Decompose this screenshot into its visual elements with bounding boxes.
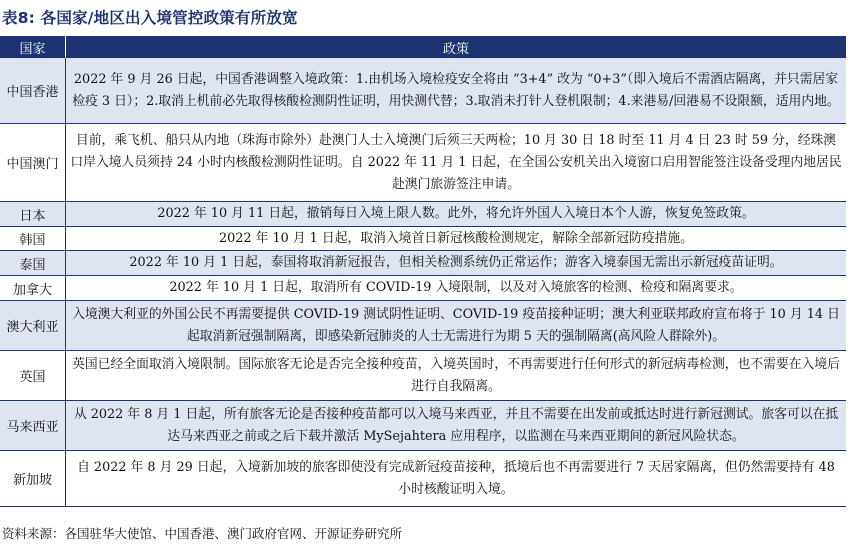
row-policy: 2022 年 9 月 26 日起，中国香港调整入境政策：1.由机场入境检疫安全将由 “3+4” 改为 “0+3”（即入境后不需酒店隔离，并只需居家检疫 3 日）；2.取消上机前必先取得核酸检测阴性证明，用快测代替；3.取消未打针人登机限制；4.来港易/回港易不设限额，适用内地。 [72, 71, 840, 109]
table-row [0, 202, 846, 227]
table-row [0, 58, 846, 124]
row-policy: 2022 年 10 月 11 日起，撤销每日入境上限人数。此外，将允许外国人入境日本个人游，恢复免签政策。 [157, 206, 755, 221]
table-row [0, 351, 846, 401]
row-policy: 从 2022 年 8 月 1 日起，所有旅客无论是否接种疫苗都可以入境马来西亚，并且不需要在出发前或抵达时进行新冠测试。旅客可以在抵达马来西亚之前或之后下载并激活 MySejahtera 应用程序，以监测在马来西亚期间的新冠风险状态。 [73, 406, 839, 444]
row-country: 韩国 [0, 227, 66, 250]
table-header [0, 36, 846, 58]
policy-table [0, 36, 846, 507]
row-country: 中国香港 [0, 58, 66, 123]
table-row [0, 276, 846, 301]
table-row [0, 124, 846, 202]
row-country: 泰国 [0, 251, 66, 275]
row-policy: 目前，乘飞机、船只从内地（珠海市除外）赴澳门人士入境澳门后须三天两检；10 月 30 日 18 时至 11 月 4 日 23 时 59 分，经珠澳口岸入境人员须持 24 小时内核酸检测阴性证明。自 2022 年 11 月 1 日起，在全国公安机关出入境窗口启用智能签注设备受理内地居民赴澳门旅游签注申请。 [70, 132, 842, 192]
row-country: 马来西亚 [0, 401, 66, 450]
header-country: 国家 [0, 36, 66, 58]
row-policy: 2022 年 10 月 1 日起，取消入境首日新冠核酸检测规定，解除全部新冠防疫措施。 [218, 230, 694, 246]
row-country: 日本 [0, 202, 66, 226]
header-policy: 政策 [442, 41, 469, 57]
source-note: 资料来源：各国驻华大使馆、中国香港、澳门政府官网、开源证券研究所 [2, 526, 403, 541]
table-row [0, 301, 846, 351]
row-policy: 2022 年 10 月 1 日起，泰国将取消新冠报告，但相关检测系统仍正常运作；游客入境泰国无需出示新冠疫苗证明。 [129, 255, 783, 270]
row-country: 中国澳门 [0, 124, 66, 201]
row-country: 加拿大 [0, 276, 66, 300]
row-policy: 2022 年 10 月 1 日起，取消所有 COVID-19 入境限制，以及对入境旅客的检测、检疫和隔离要求。 [169, 280, 743, 295]
row-country: 澳大利亚 [0, 301, 66, 350]
table-row [0, 401, 846, 451]
row-policy: 入境澳大利亚的外国公民不再需要提供 COVID-19 测试阴性证明、COVID-19 疫苗接种证明；澳大利亚联邦政府宣布将于 10 月 14 日起取消新冠强制隔离，即感染新冠肺炎的人士无需进行为期 5 天的强制隔离(高风险人群除外)。 [72, 306, 840, 344]
table-row [0, 251, 846, 276]
row-country: 新加坡 [0, 451, 66, 506]
table-row [0, 227, 846, 251]
row-policy: 自 2022 年 8 月 29 日起，入境新加坡的旅客即使没有完成新冠疫苗接种，抵境后也不再需要进行 7 天居家隔离，但仍然需要持有 48 小时核酸证明入境。 [77, 459, 835, 497]
table-row [0, 451, 846, 507]
row-policy: 英国已经全面取消入境限制。国际旅客无论是否完全接种疫苗，入境英国时，不再需要进行任何形式的新冠病毒检测，也不需要在入境后进行自我隔离。 [72, 356, 840, 394]
table-title: 表8: 各国家/地区出入境管控政策有所放宽 [2, 9, 298, 27]
row-country: 英国 [0, 351, 66, 400]
